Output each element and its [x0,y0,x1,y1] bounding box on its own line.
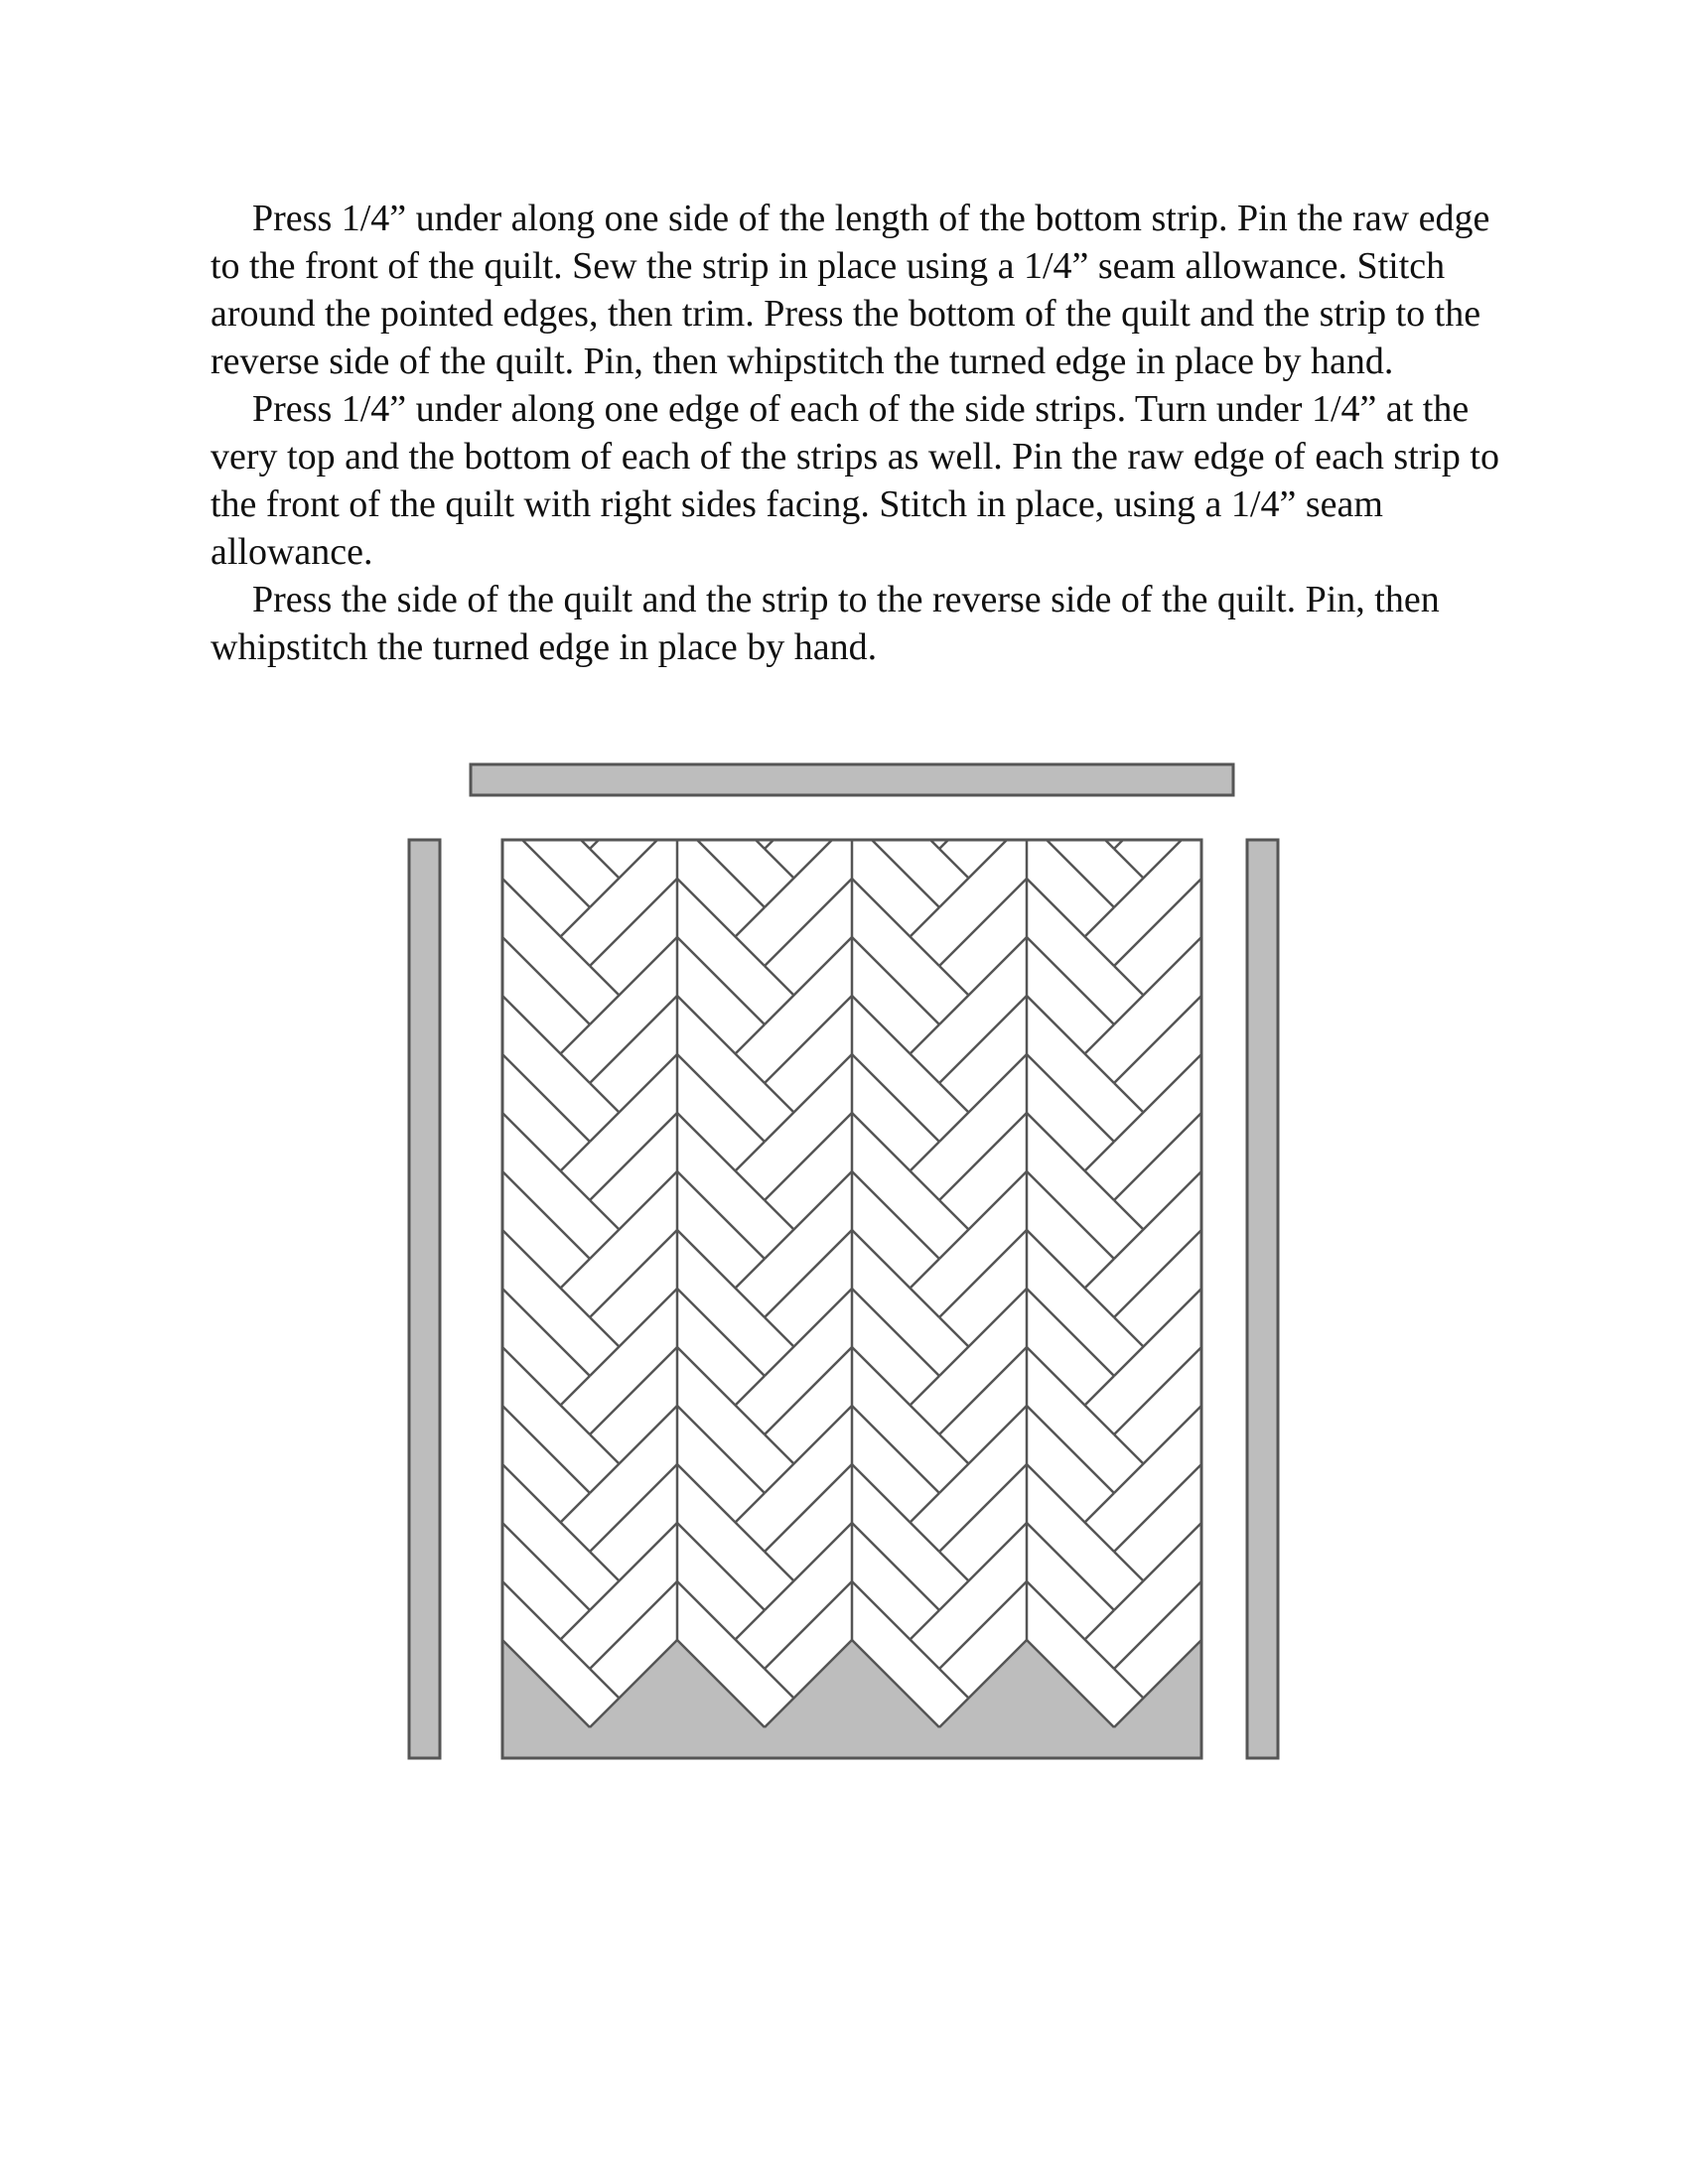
left-side-strip [409,840,440,1758]
top-strip [471,764,1233,795]
quilt-body [502,840,1201,1758]
paragraph-press-side: Press the side of the quilt and the strip to the reverse side of the quilt. Pin, then whipstitch the turned edge in place by hand. [211,579,1440,668]
paragraph-bottom-strip: Press 1/4” under along one side of the length of the bottom strip. Pin the raw edge to the front of the quilt. Sew the strip in place using a 1/4” seam allowance. Stitch around the pointed edges, then trim. Press the bottom of the quilt and the strip to the reverse side of the quilt. Pin, then whipstitch the turned edge in place by hand. [211,198,1490,382]
paragraph-side-strips: Press 1/4” under along one edge of each of the side strips. Turn under 1/4” at the very top and the bottom of each of the strips as well. Pin the raw edge of each strip to the front of the quilt with right sides facing. Stitch in place, using a 1/4” seam allowance. [211,388,1499,573]
right-side-strip [1247,840,1278,1758]
